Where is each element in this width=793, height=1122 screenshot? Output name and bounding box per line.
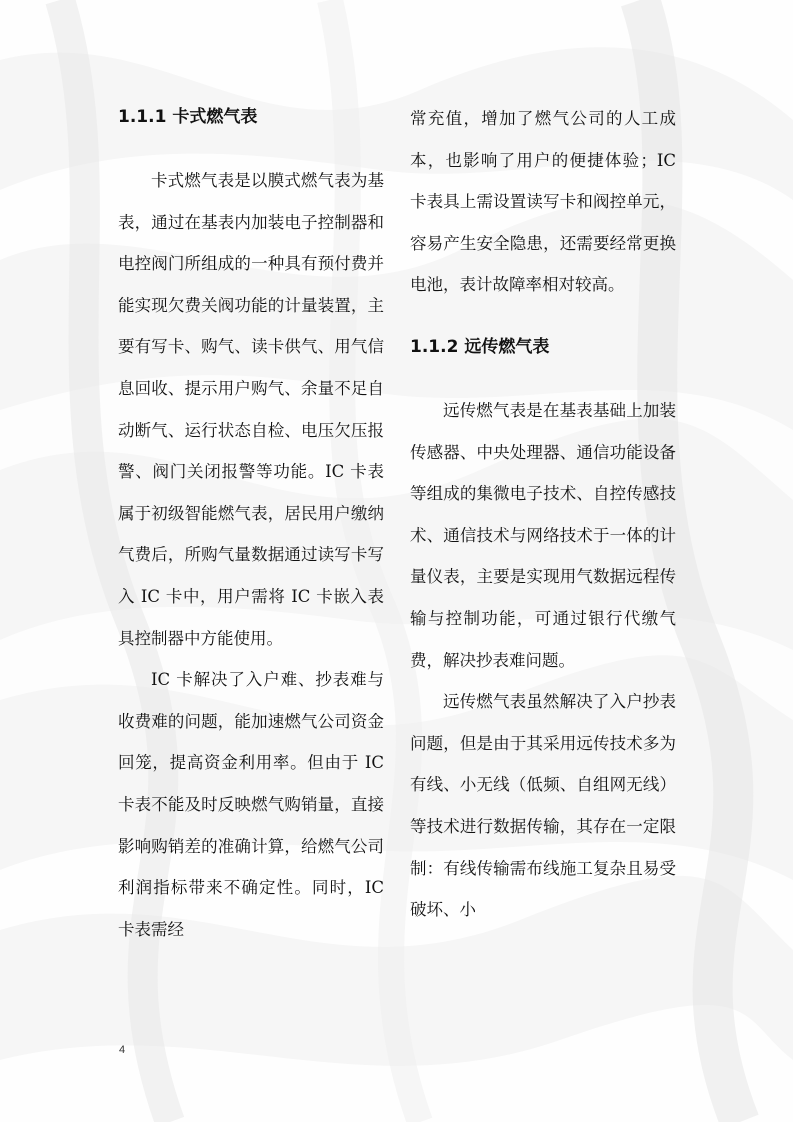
paragraph-card-meter-intro: 卡式燃气表是以膜式燃气表为基表，通过在基表内加装电子控制器和电控阀门所组成的一种具有预付费并能实现欠费关阀功能的计量装置，主要有写卡、购气、读卡供气、用气信息回收、提示用户购气、余量不足自动断气、运行状态自检、电压欠压报警、阀门关闭报警等功能。IC 卡表属于初级智能燃气表，居民用户缴纳气费后，所购气量数据通过读写卡写入 IC 卡中，用户需将 IC 卡嵌入表具控制器中方能使用。 (118, 171, 384, 648)
paragraph-card-meter-issues: IC 卡解决了入户难、抄表难与收费难的问题，能加速燃气公司资金回笼，提高资金利用率。但由于 IC 卡表不能及时反映燃气购销量，直接影响购销差的准确计算，给燃气公司利润指标带来不确定性。同时，IC 卡表需经 (118, 670, 384, 939)
paragraph-card-meter-continued: 常充值，增加了燃气公司的人工成本，也影响了用户的便捷体验；IC 卡表具上需设置读写卡和阀控单元，容易产生安全隐患，还需要经常更换电池，表计故障率相对较高。 (410, 109, 676, 295)
section-heading-card-meter: 1.1.1 卡式燃气表 (118, 107, 258, 127)
page-number: 4 (119, 1044, 126, 1056)
right-column (410, 98, 676, 931)
paragraph-remote-meter-intro: 远传燃气表是在基表基础上加装传感器、中央处理器、通信功能设备等组成的集微电子技术、自控传感技术、通信技术与网络技术于一体的计量仪表，主要是实现用气数据远程传输与控制功能，可通过银行代缴气费，解决抄表难问题。 (410, 400, 676, 670)
paragraph-remote-meter-limits: 远传燃气表虽然解决了入户抄表问题，但是由于其采用远传技术多为有线、小无线（低频、自组网无线）等技术进行数据传输，其存在一定限制：有线传输需布线施工复杂且易受破坏、小 (410, 692, 676, 920)
section-heading-remote-meter: 1.1.2 远传燃气表 (410, 336, 550, 357)
left-column (118, 98, 384, 950)
